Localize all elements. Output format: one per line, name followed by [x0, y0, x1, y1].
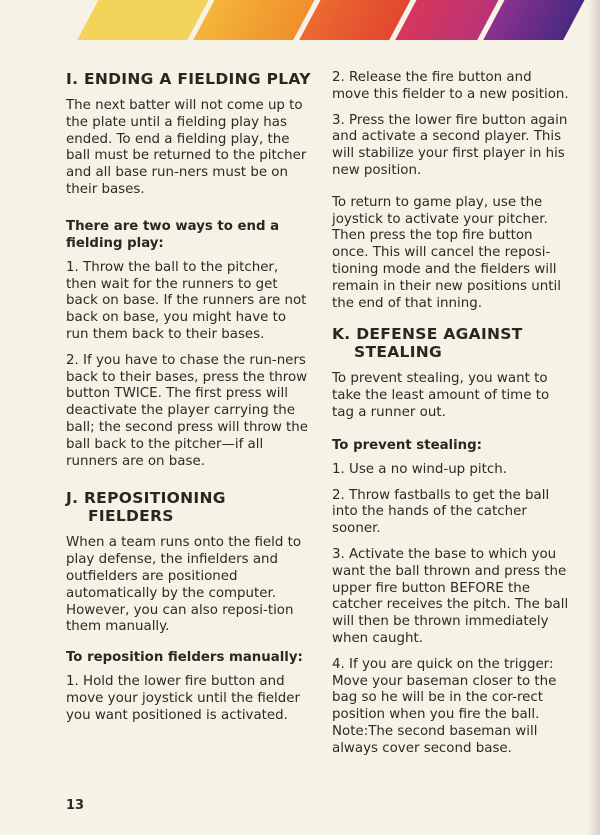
rainbow-header-stripes [0, 0, 600, 40]
section-k-item-1: 1. Use a no wind-up pitch. [332, 461, 508, 477]
section-i-heading: I. ENDING A FIELDING PLAY [66, 70, 311, 88]
header-stripe [483, 0, 589, 40]
section-i-subheading: There are two ways to end a fielding play: [66, 218, 280, 251]
section-j-outro: To return to game play, use the joystick to activate your pitcher. Then press the top fire button once. This will cancel the reposi-tioning mode and the fielders will remain in their new positions until the end of that inning. [332, 194, 561, 311]
section-j-item-2: 2. Release the fire button and move this fielder to a new position. [332, 70, 569, 102]
section-k-item-3: 3. Activate the base to which you want the ball thrown and press the upper fire button BEFORE the catcher receives the pitch. The ball will then be thrown immediately when caught. [332, 546, 569, 646]
page-edge-shadow [588, 0, 600, 835]
left-column [66, 70, 312, 734]
section-i-item-1: 1. Throw the ball to the pitcher, then wait for the runners to get back on base. If the runners are not back on base, you might have to run them back to their bases. [66, 259, 307, 342]
section-j-heading: J. REPOSITIONING FIELDERS [66, 489, 226, 526]
section-j-item-3: 3. Press the lower fire button again and activate a second player. This will stabilize your first player in his new position. [332, 112, 568, 178]
section-j-item-1: 1. Hold the lower fire button and move your joystick until the fielder you want positioned is activated. [66, 674, 300, 723]
section-k-item-2: 2. Throw fastballs to get the ball into the hands of the catcher sooner. [332, 487, 550, 537]
section-j-subheading: To reposition fielders manually: [66, 650, 303, 666]
header-stripe [193, 0, 319, 40]
section-i-intro: The next batter will not come up to the plate until a fielding play has ended. To end a fielding play, the ball must be returned to the pitcher and all base run-ners must be on their bases. [66, 98, 307, 197]
section-k-heading: K. DEFENSE AGAINST STEALING [332, 325, 523, 362]
page-number: 13 [66, 798, 85, 813]
section-k-subheading: To prevent stealing: [332, 437, 482, 453]
section-i-item-2: 2. If you have to chase the run-ners back to their bases, press the throw button TWICE. The first press will deactivate the player carrying the ball; the second press will throw the ball back to the pitcher—if all runners are on base. [66, 352, 309, 469]
header-stripe [77, 0, 213, 40]
section-j-intro: When a team runs onto the field to play defense, the infielders and outfielders are positioned automatically by the computer. However, you can also reposi-tion them manually. [66, 535, 302, 635]
section-k-intro: To prevent stealing, you want to take the least amount of time to tag a runner out. [332, 371, 550, 420]
right-column [332, 70, 572, 767]
section-k-item-4: 4. If you are quick on the trigger: Move your baseman closer to the bag so he will be in the cor-rect position when you fire the ball. Note:The second baseman will always cover second base. [332, 656, 557, 756]
